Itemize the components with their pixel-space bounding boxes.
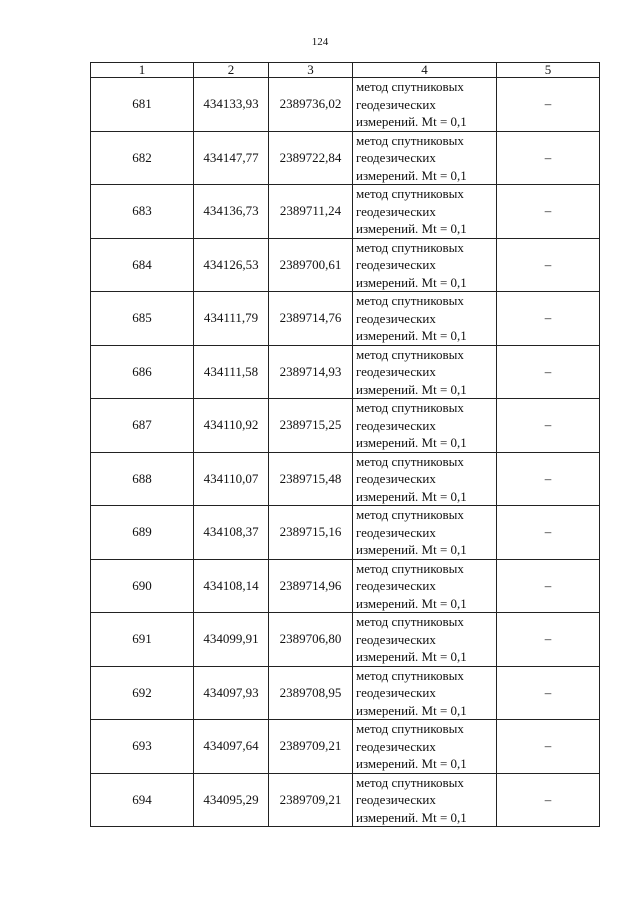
table-row	[91, 78, 600, 132]
method-line-1: метод спутниковых	[356, 293, 464, 308]
y-coordinate-cell: 2389706,80	[269, 613, 353, 667]
table-row	[91, 773, 600, 827]
method-line-3: измерений. Mt = 0,1	[356, 274, 467, 290]
x-coordinate-cell: 434097,64	[194, 720, 269, 774]
table-header-row	[91, 63, 600, 78]
method-cell	[353, 773, 497, 827]
x-coordinate-cell: 434126,53	[194, 238, 269, 292]
y-coordinate-cell: 2389709,21	[269, 720, 353, 774]
y-coordinate-cell: 2389714,76	[269, 292, 353, 346]
column-header-5: 5	[497, 63, 600, 78]
column-5-cell: –	[497, 345, 600, 399]
table-row	[91, 506, 600, 560]
y-coordinate-cell: 2389708,95	[269, 666, 353, 720]
column-5-cell: –	[497, 399, 600, 453]
method-cell	[353, 131, 497, 185]
table-row	[91, 292, 600, 346]
method-line-3: измерений. Mt = 0,1	[356, 595, 467, 611]
method-line-1: метод спутниковых	[356, 239, 464, 255]
method-line-3: измерений. Mt = 0,1	[356, 649, 467, 664]
column-5-cell: –	[497, 559, 600, 613]
method-line-3: измерений. Mt = 0,1	[356, 809, 467, 825]
point-number-cell: 689	[91, 506, 194, 560]
column-5-cell: –	[497, 773, 600, 827]
method-cell	[353, 78, 497, 132]
point-number-cell: 681	[91, 78, 194, 132]
x-coordinate-cell: 434108,14	[194, 559, 269, 613]
method-line-1: метод спутниковых	[356, 721, 464, 736]
method-line-1: метод спутниковых	[356, 507, 464, 522]
method-line-2: геодезических	[356, 471, 436, 486]
method-line-2: геодезических	[356, 310, 436, 326]
method-line-2: геодезических	[356, 96, 436, 112]
table-body	[91, 78, 600, 827]
column-5-cell: –	[497, 613, 600, 667]
coordinates-table	[90, 62, 600, 827]
y-coordinate-cell: 2389715,25	[269, 399, 353, 453]
x-coordinate-cell: 434111,58	[194, 345, 269, 399]
method-line-1: метод спутниковых	[356, 667, 464, 683]
method-cell	[353, 506, 497, 560]
table-row	[91, 720, 600, 774]
method-line-1: метод спутниковых	[356, 614, 464, 629]
y-coordinate-cell: 2389736,02	[269, 78, 353, 132]
x-coordinate-cell: 434136,73	[194, 185, 269, 239]
method-line-3: измерений. Mt = 0,1	[356, 114, 467, 129]
method-line-3: измерений. Mt = 0,1	[356, 328, 467, 343]
method-line-3: измерений. Mt = 0,1	[356, 167, 467, 183]
method-line-3: измерений. Mt = 0,1	[356, 488, 467, 504]
y-coordinate-cell: 2389722,84	[269, 131, 353, 185]
method-line-1: метод спутниковых	[356, 560, 464, 576]
x-coordinate-cell: 434147,77	[194, 131, 269, 185]
column-header-3: 3	[269, 63, 353, 78]
point-number-cell: 686	[91, 345, 194, 399]
method-cell	[353, 452, 497, 506]
method-line-3: измерений. Mt = 0,1	[356, 756, 467, 771]
point-number-cell: 694	[91, 773, 194, 827]
method-line-2: геодезических	[356, 150, 436, 165]
point-number-cell: 687	[91, 399, 194, 453]
point-number-cell: 684	[91, 238, 194, 292]
y-coordinate-cell: 2389715,16	[269, 506, 353, 560]
method-line-2: геодезических	[356, 578, 436, 593]
y-coordinate-cell: 2389700,61	[269, 238, 353, 292]
method-line-2: геодезических	[356, 364, 436, 379]
method-line-3: измерений. Mt = 0,1	[356, 435, 467, 450]
y-coordinate-cell: 2389714,93	[269, 345, 353, 399]
x-coordinate-cell: 434110,07	[194, 452, 269, 506]
table-row	[91, 131, 600, 185]
column-header-4: 4	[353, 63, 497, 78]
table-row	[91, 613, 600, 667]
method-line-1: метод спутниковых	[356, 346, 464, 362]
x-coordinate-cell: 434099,91	[194, 613, 269, 667]
method-line-2: геодезических	[356, 257, 436, 272]
method-line-2: геодезических	[356, 738, 436, 754]
method-line-1: метод спутниковых	[356, 132, 464, 148]
method-cell	[353, 613, 497, 667]
column-5-cell: –	[497, 238, 600, 292]
page-number: 124	[311, 36, 329, 48]
y-coordinate-cell: 2389709,21	[269, 773, 353, 827]
table-row	[91, 238, 600, 292]
method-line-3: измерений. Mt = 0,1	[356, 221, 467, 236]
method-cell	[353, 345, 497, 399]
column-header-2: 2	[194, 63, 269, 78]
method-line-3: измерений. Mt = 0,1	[356, 702, 467, 718]
y-coordinate-cell: 2389714,96	[269, 559, 353, 613]
method-cell	[353, 238, 497, 292]
method-line-1: метод спутниковых	[356, 453, 464, 469]
method-line-3: измерений. Mt = 0,1	[356, 542, 467, 557]
point-number-cell: 692	[91, 666, 194, 720]
method-line-2: геодезических	[356, 685, 436, 700]
point-number-cell: 690	[91, 559, 194, 613]
x-coordinate-cell: 434097,93	[194, 666, 269, 720]
method-line-1: метод спутниковых	[356, 400, 464, 415]
table-row	[91, 399, 600, 453]
table-row	[91, 666, 600, 720]
x-coordinate-cell: 434095,29	[194, 773, 269, 827]
method-cell	[353, 559, 497, 613]
method-line-3: измерений. Mt = 0,1	[356, 381, 467, 397]
method-cell	[353, 720, 497, 774]
point-number-cell: 685	[91, 292, 194, 346]
column-5-cell: –	[497, 185, 600, 239]
column-5-cell: –	[497, 131, 600, 185]
x-coordinate-cell: 434133,93	[194, 78, 269, 132]
method-line-1: метод спутниковых	[356, 186, 464, 201]
method-line-1: метод спутниковых	[356, 774, 464, 790]
column-5-cell: –	[497, 292, 600, 346]
table-row	[91, 559, 600, 613]
column-5-cell: –	[497, 506, 600, 560]
point-number-cell: 688	[91, 452, 194, 506]
column-5-cell: –	[497, 452, 600, 506]
method-cell	[353, 399, 497, 453]
method-line-2: геодезических	[356, 524, 436, 540]
method-line-2: геодезических	[356, 417, 436, 433]
column-5-cell: –	[497, 78, 600, 132]
table-row	[91, 345, 600, 399]
point-number-cell: 693	[91, 720, 194, 774]
table-row	[91, 452, 600, 506]
point-number-cell: 682	[91, 131, 194, 185]
table-row	[91, 185, 600, 239]
method-cell	[353, 292, 497, 346]
x-coordinate-cell: 434108,37	[194, 506, 269, 560]
point-number-cell: 683	[91, 185, 194, 239]
point-number-cell: 691	[91, 613, 194, 667]
method-line-2: геодезических	[356, 203, 436, 219]
method-cell	[353, 666, 497, 720]
method-line-1: метод спутниковых	[356, 79, 464, 94]
x-coordinate-cell: 434111,79	[194, 292, 269, 346]
column-header-1: 1	[91, 63, 194, 78]
y-coordinate-cell: 2389711,24	[269, 185, 353, 239]
method-line-2: геодезических	[356, 792, 436, 807]
method-line-2: геодезических	[356, 631, 436, 647]
x-coordinate-cell: 434110,92	[194, 399, 269, 453]
y-coordinate-cell: 2389715,48	[269, 452, 353, 506]
method-cell	[353, 185, 497, 239]
column-5-cell: –	[497, 666, 600, 720]
column-5-cell: –	[497, 720, 600, 774]
